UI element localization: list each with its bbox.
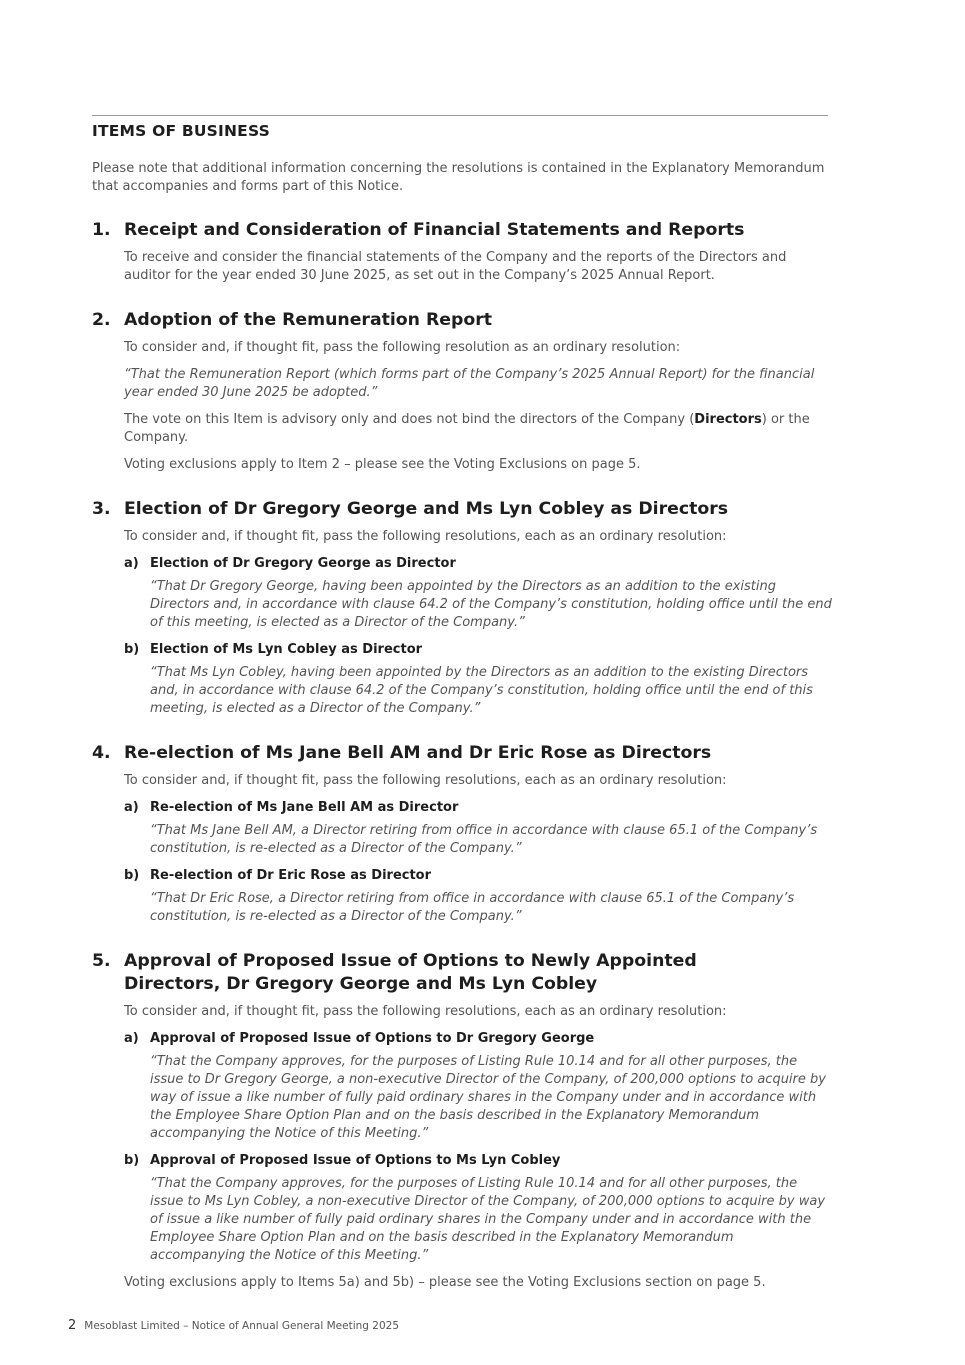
section-title: ITEMS OF BUSINESS xyxy=(92,122,270,140)
sub-item-letter: a) xyxy=(124,556,139,571)
directors-defined-term: Directors xyxy=(694,412,762,427)
sub-item-b xyxy=(124,1152,832,1265)
item-number: 3. xyxy=(92,499,111,519)
item-paragraph: To consider and, if thought fit, pass the following resolutions, each as an ordinary resolution: xyxy=(124,529,727,544)
sub-item-letter: b) xyxy=(124,868,140,883)
item-title: Adoption of the Remuneration Report xyxy=(124,310,493,330)
item-3 xyxy=(92,498,832,718)
sub-item-title: Re-election of Dr Eric Rose as Director xyxy=(150,868,432,883)
items-list xyxy=(92,219,832,1301)
sub-item-heading xyxy=(124,1030,832,1048)
item-paragraph: To consider and, if thought fit, pass the following resolutions, each as an ordinary resolution: xyxy=(124,773,727,788)
resolution-quote: “That the Company approves, for the purposes of Listing Rule 10.14 and for all other purposes, the issue to Dr Gregory George, a non-executive Director of the Company, of 200,000 options to acquire by way of issue a like number of fully paid ordinary shares in the Company under and in accordance with the Employee Share Option Plan and on the basis described in the Explanatory Memorandum accompanying the Notice of this Meeting.” xyxy=(150,1054,826,1141)
advisory-vote-paragraph xyxy=(124,411,832,447)
footer-text: Mesoblast Limited – Notice of Annual General Meeting 2025 xyxy=(84,1320,400,1332)
item-number: 2. xyxy=(92,310,111,330)
sub-item-heading xyxy=(124,555,832,573)
sub-item-title: Re-election of Ms Jane Bell AM as Director xyxy=(150,800,459,815)
item-number: 1. xyxy=(92,220,111,240)
voting-exclusions-note: Voting exclusions apply to Items 5a) and 5b) – please see the Voting Exclusions section on page 5. xyxy=(124,1275,766,1290)
resolution-quote: “That Ms Lyn Cobley, having been appointed by the Directors as an addition to the existing Directors and, in accordance with clause 64.2 of the Company’s constitution, holding office until the end of this meeting, is elected as a Director of the Company.” xyxy=(150,665,813,716)
item-5 xyxy=(92,950,832,1292)
item-title: Re-election of Ms Jane Bell AM and Dr Eric Rose as Directors xyxy=(124,743,712,763)
top-divider xyxy=(92,115,828,116)
text-span: ) or the Company. xyxy=(124,412,810,445)
sub-item-a xyxy=(124,555,832,632)
item-heading xyxy=(92,309,832,332)
resolution-quote: “That Dr Gregory George, having been appointed by the Directors as an addition to the existing Directors and, in accordance with clause 64.2 of the Company’s constitution, holding office until the end of this meeting, is elected as a Director of the Company.” xyxy=(150,579,832,630)
sub-item-a xyxy=(124,799,832,858)
item-title: Receipt and Consideration of Financial Statements and Reports xyxy=(124,220,745,240)
sub-item-a xyxy=(124,1030,832,1143)
sub-item-heading xyxy=(124,799,832,817)
sub-item-letter: b) xyxy=(124,1153,140,1168)
item-heading xyxy=(92,950,832,996)
item-paragraph: To consider and, if thought fit, pass the following resolutions, each as an ordinary resolution: xyxy=(124,1004,727,1019)
item-heading xyxy=(92,219,832,242)
sub-item-letter: a) xyxy=(124,800,139,815)
item-title: Approval of Proposed Issue of Options to Newly Appointed Directors, Dr Gregory George and Ms Lyn Cobley xyxy=(124,951,697,994)
resolution-quote: “That Dr Eric Rose, a Director retiring from office in accordance with clause 65.1 of the Company’s constitution, is re-elected as a Director of the Company.” xyxy=(150,891,795,924)
sub-item-heading xyxy=(124,867,832,885)
voting-exclusions-note: Voting exclusions apply to Item 2 – please see the Voting Exclusions on page 5. xyxy=(124,457,641,472)
item-1 xyxy=(92,219,832,285)
sub-item-heading xyxy=(124,641,832,659)
page-footer xyxy=(68,1318,399,1333)
sub-item-title: Approval of Proposed Issue of Options to Dr Gregory George xyxy=(150,1031,595,1046)
sub-item-b xyxy=(124,641,832,718)
page-number: 2 xyxy=(68,1318,77,1333)
sub-item-title: Election of Dr Gregory George as Director xyxy=(150,556,456,571)
sub-item-title: Approval of Proposed Issue of Options to Ms Lyn Cobley xyxy=(150,1153,561,1168)
resolution-quote: “That Ms Jane Bell AM, a Director retiring from office in accordance with clause 65.1 of the Company’s constitution, is re-elected as a Director of the Company.” xyxy=(150,823,818,856)
sub-item-title: Election of Ms Lyn Cobley as Director xyxy=(150,642,423,657)
resolution-quote: “That the Remuneration Report (which forms part of the Company’s 2025 Annual Report) for the financial year ended 30 June 2025 be adopted.” xyxy=(124,367,815,400)
sub-item-b xyxy=(124,867,832,926)
item-title: Election of Dr Gregory George and Ms Lyn Cobley as Directors xyxy=(124,499,729,519)
sub-item-heading xyxy=(124,1152,832,1170)
sub-item-letter: b) xyxy=(124,642,140,657)
item-heading xyxy=(92,498,832,521)
item-2 xyxy=(92,309,832,474)
item-heading xyxy=(92,742,832,765)
sub-item-letter: a) xyxy=(124,1031,139,1046)
item-paragraph: To receive and consider the financial statements of the Company and the reports of the Directors and auditor for the year ended 30 June 2025, as set out in the Company’s 2025 Annual Report. xyxy=(124,250,787,283)
resolution-quote: “That the Company approves, for the purposes of Listing Rule 10.14 and for all other purposes, the issue to Ms Lyn Cobley, a non-executive Director of the Company, of 200,000 options to acquire by way of issue a like number of fully paid ordinary shares in the Company under and in accordance with the Employee Share Option Plan and on the basis described in the Explanatory Memorandum accompanying the Notice of this Meeting.” xyxy=(150,1176,826,1263)
item-4 xyxy=(92,742,832,926)
item-number: 5. xyxy=(92,951,111,971)
item-number: 4. xyxy=(92,743,111,763)
text-span: The vote on this Item is advisory only and does not bind the directors of the Company ( xyxy=(124,412,695,427)
intro-paragraph: Please note that additional information concerning the resolutions is contained in the Explanatory Memorandum that accompanies and forms part of this Notice. xyxy=(92,161,825,194)
item-paragraph: To consider and, if thought fit, pass the following resolution as an ordinary resolution: xyxy=(124,340,681,355)
